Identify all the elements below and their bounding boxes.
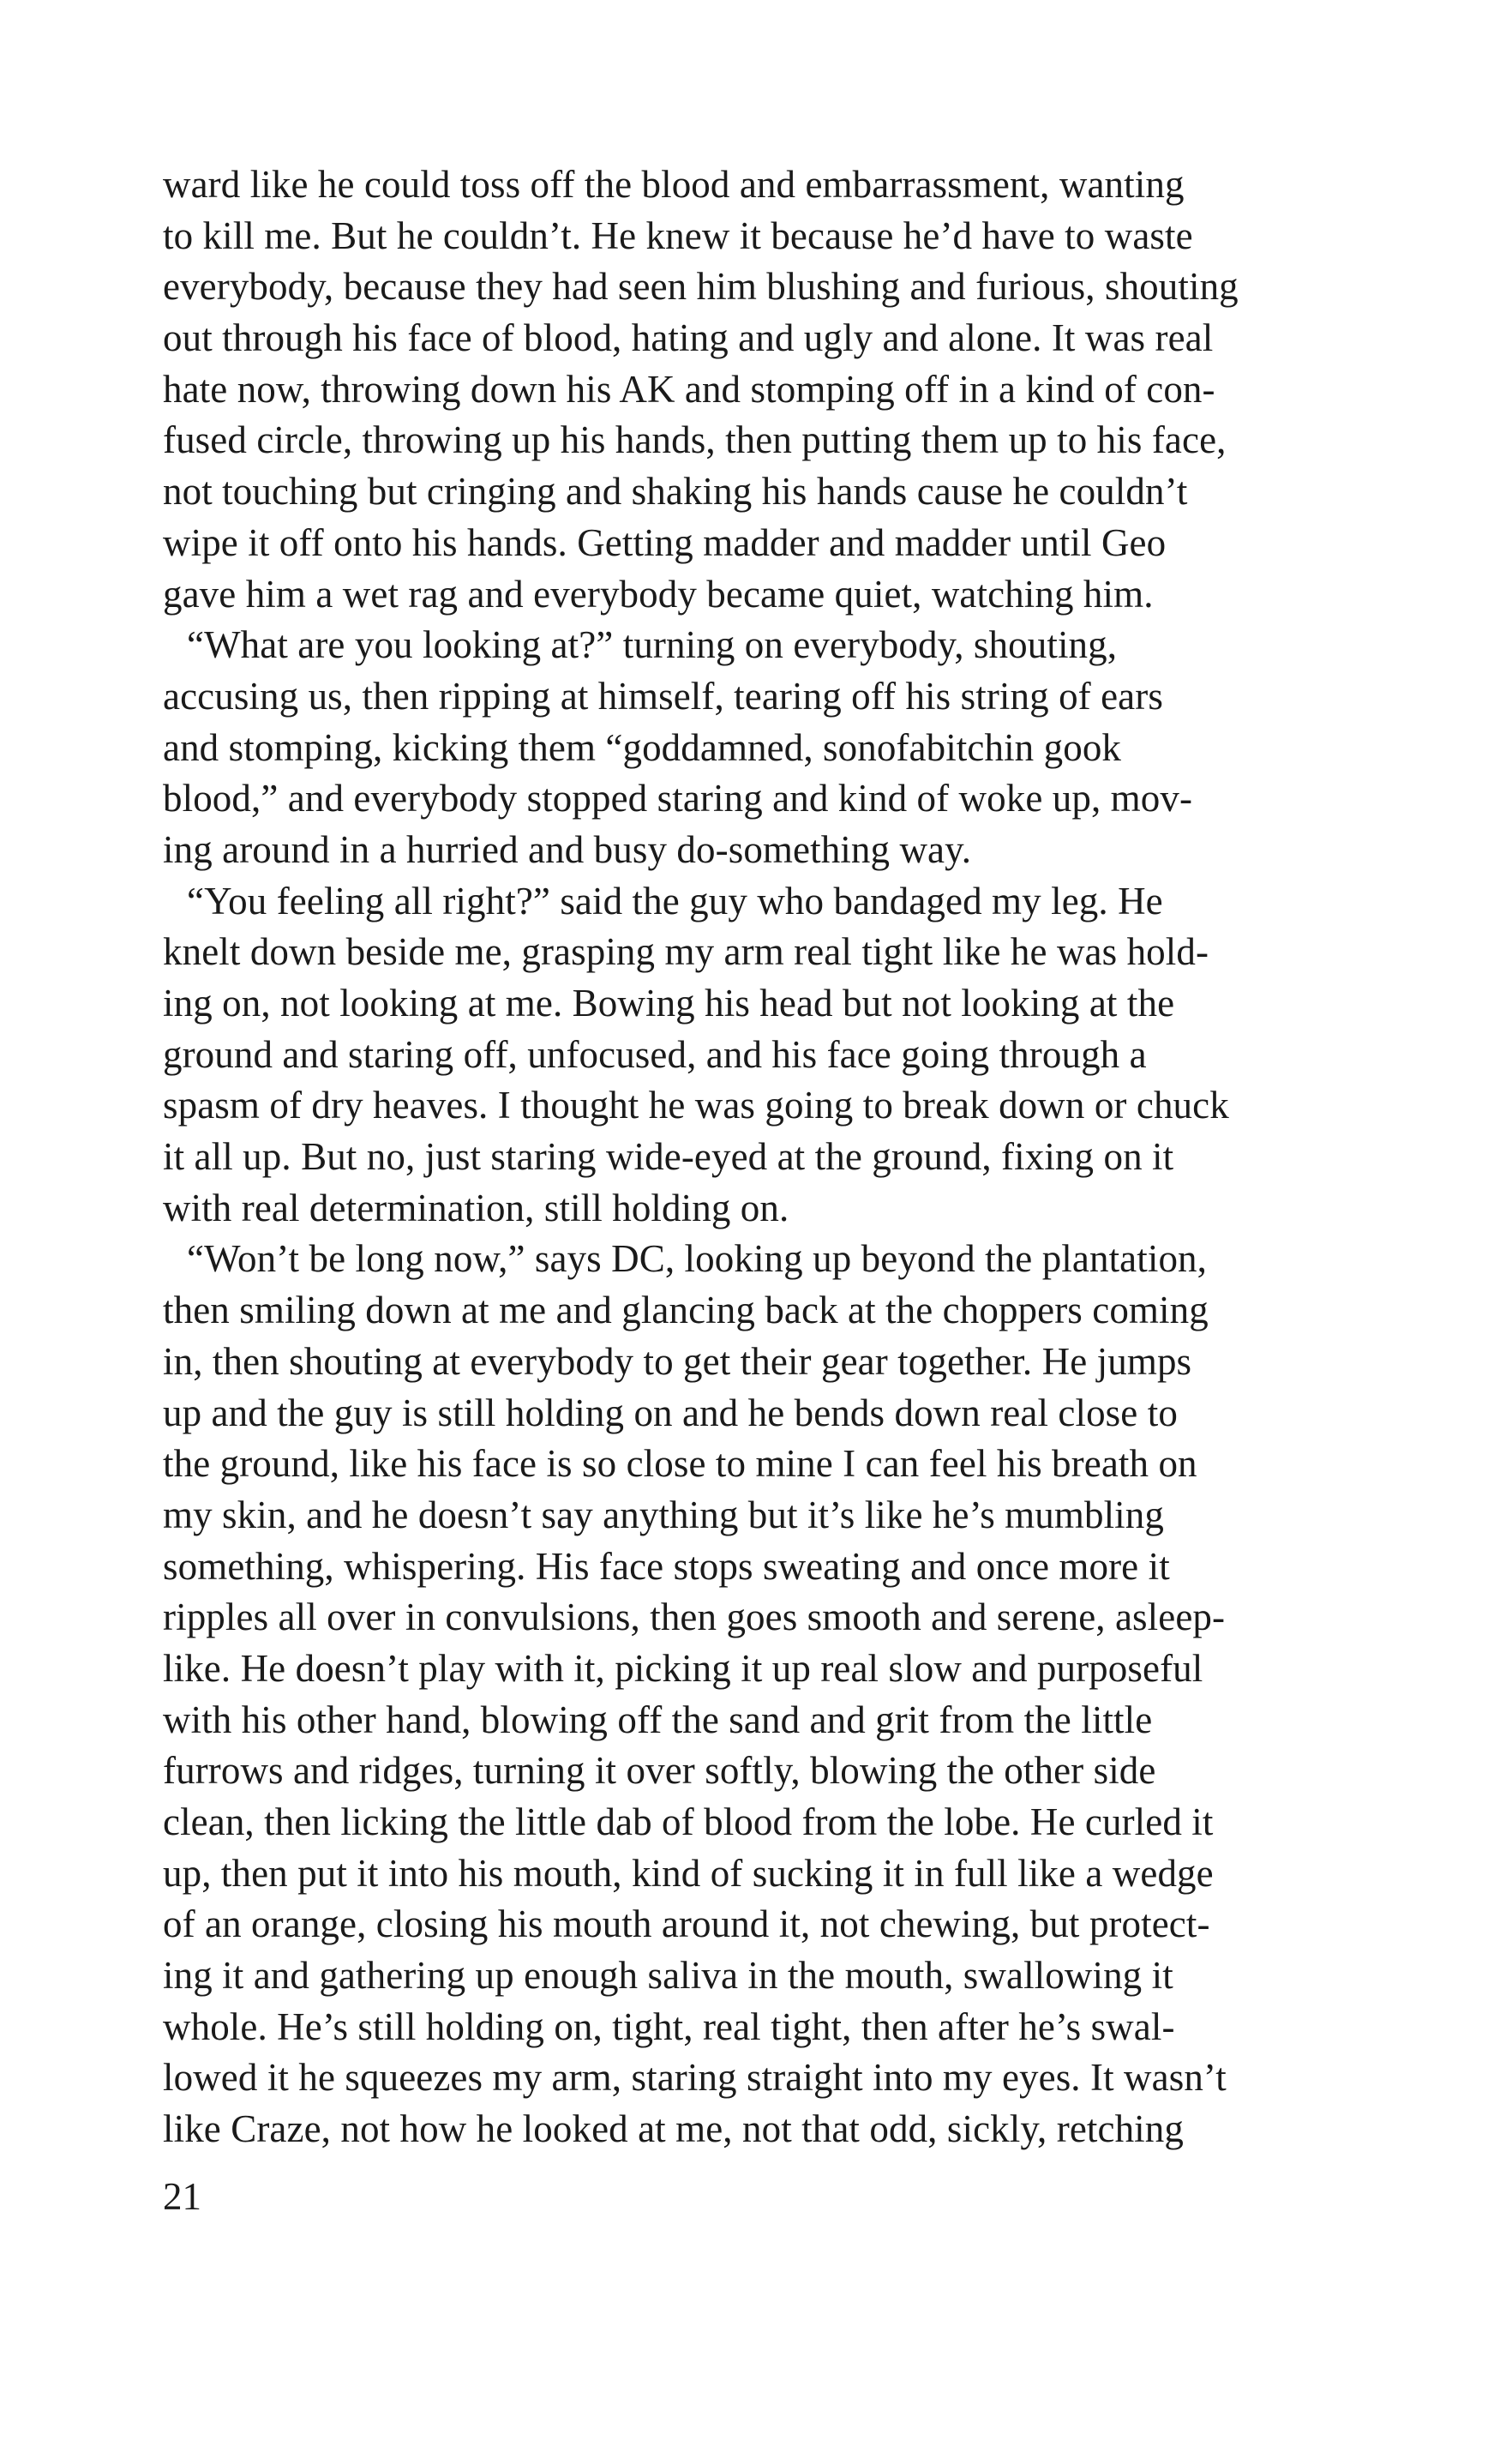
text-line: ing it and gathering up enough saliva in the mouth, swallowing it [163, 1954, 1173, 1998]
text-line: it all up. But no, just staring wide-eyed at the ground, fixing on it [163, 1135, 1174, 1179]
text-line: and stomping, kicking them “goddamned, sonofabitchin gook [163, 725, 1122, 769]
text-line: of an orange, closing his mouth around it, not chewing, but protect- [163, 1902, 1210, 1946]
text-line: then smiling down at me and glancing back at the choppers coming [163, 1289, 1209, 1332]
text-line: up and the guy is still holding on and he bends down real close to [163, 1391, 1178, 1434]
text-line: knelt down beside me, grasping my arm real tight like he was hold- [163, 930, 1209, 974]
text-line: out through his face of blood, hating and ugly and alone. It was real [163, 316, 1214, 360]
text-line: to kill me. But he couldn’t. He knew it because he’d have to waste [163, 213, 1193, 257]
text-line: my skin, and he doesn’t say anything but it’s like he’s mumbling [163, 1493, 1164, 1536]
text-line: ing around in a hurried and busy do-something way. [163, 827, 972, 871]
text-line: with his other hand, blowing off the sand and grit from the little [163, 1698, 1153, 1741]
text-line: ripples all over in convulsions, then goes smooth and serene, asleep- [163, 1596, 1226, 1639]
text-line: the ground, like his face is so close to mine I can feel his breath on [163, 1442, 1197, 1486]
text-line: everybody, because they had seen him blushing and furious, shouting [163, 265, 1239, 309]
paragraph [163, 159, 1346, 620]
page-number: 21 [163, 2175, 201, 2218]
text-line: with real determination, still holding on. [163, 1186, 789, 1229]
text-line: whole. He’s still holding on, tight, real tight, then after he’s swal- [163, 2004, 1175, 2048]
text-line: something, whispering. His face stops sweating and once more it [163, 1544, 1170, 1588]
text-line: ward like he could toss off the blood and embarrassment, wanting [163, 163, 1185, 206]
paragraph [163, 876, 1346, 1235]
text-line: not touching but cringing and shaking his hands cause he couldn’t [163, 470, 1188, 514]
text-line: “Won’t be long now,” says DC, looking up beyond the plantation, [187, 1237, 1208, 1281]
text-line: “You feeling all right?” said the guy who bandaged my leg. He [187, 879, 1163, 922]
text-line: clean, then licking the little dab of blood from the lobe. He curled it [163, 1800, 1214, 1843]
paragraph [163, 620, 1346, 875]
text-line: gave him a wet rag and everybody became quiet, watching him. [163, 572, 1154, 616]
text-line: ing on, not looking at me. Bowing his head but not looking at the [163, 982, 1175, 1025]
text-line: furrows and ridges, turning it over softly, blowing the other side [163, 1749, 1156, 1793]
text-line: ground and staring off, unfocused, and his face going through a [163, 1032, 1147, 1076]
body-text [163, 159, 1346, 2155]
text-line: lowed it he squeezes my arm, staring straight into my eyes. It wasn’t [163, 2056, 1227, 2100]
text-line: accusing us, then ripping at himself, tearing off his string of ears [163, 674, 1163, 718]
text-line: fused circle, throwing up his hands, then putting them up to his face, [163, 418, 1227, 462]
text-line: blood,” and everybody stopped staring and kind of woke up, mov- [163, 777, 1193, 820]
text-line: hate now, throwing down his AK and stomping off in a kind of con- [163, 367, 1215, 411]
text-line: spasm of dry heaves. I thought he was going to break down or chuck [163, 1084, 1229, 1127]
text-line: in, then shouting at everybody to get their gear together. He jumps [163, 1339, 1192, 1383]
text-line: wipe it off onto his hands. Getting madder and madder until Geo [163, 520, 1167, 564]
text-line: like Craze, not how he looked at me, not that odd, sickly, retching [163, 2107, 1184, 2151]
text-line: “What are you looking at?” turning on everybody, shouting, [187, 623, 1118, 667]
text-line: like. He doesn’t play with it, picking it up real slow and purposeful [163, 1646, 1203, 1690]
paragraph [163, 1234, 1346, 2154]
text-line: up, then put it into his mouth, kind of sucking it in full like a wedge [163, 1851, 1214, 1895]
